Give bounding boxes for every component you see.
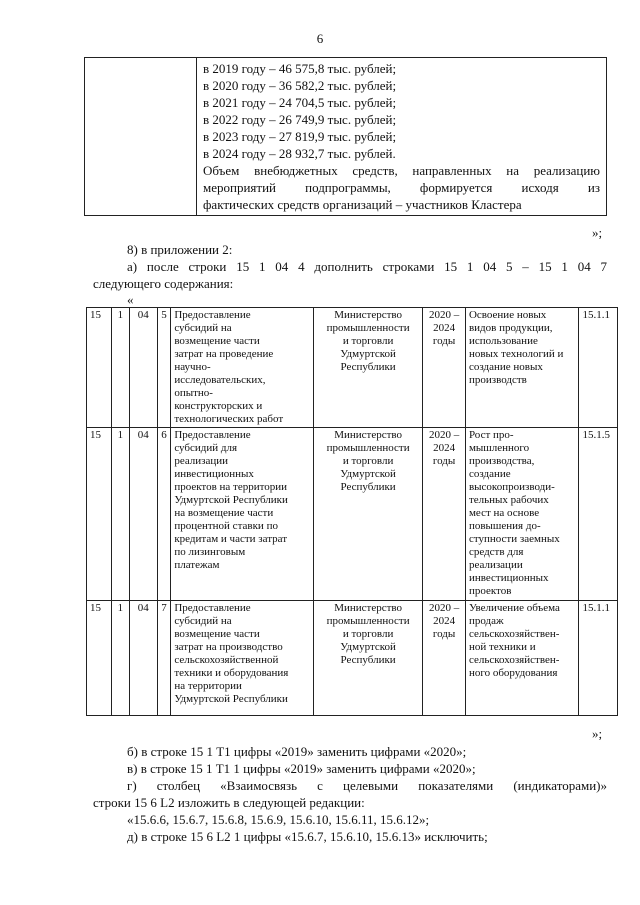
executor-cell: Министерство промышленности и торговли Удмуртской Республики <box>313 601 422 716</box>
closing-quote: »; <box>592 225 603 240</box>
extrabudget-text-line: фактических средств организаций – участников Кластера <box>203 197 522 212</box>
period-cell: 2020 – 2024 годы <box>423 601 466 716</box>
code-cell: 04 <box>129 428 157 601</box>
executor-cell: Министерство промышленности и торговли Удмуртской Республики <box>313 308 422 428</box>
funding-year-line: в 2024 году – 28 932,7 тыс. рублей. <box>203 146 396 161</box>
expected-result-cell: Рост про- мышленного производства, создание высокопроизводи- тельных рабочих мест на основе повышения до- ступности заемных средств для реализации инвестиционных проектов <box>465 428 578 601</box>
code-cell: 15 <box>87 601 112 716</box>
funding-year-line: в 2021 году – 24 704,5 тыс. рублей; <box>203 95 397 110</box>
activity-description-cell: Предоставление субсидий для реализации инвестиционных проектов на территории Удмуртской Республики на возмещение части процентной ставки по кредитам и части затрат по лизинговым платежам <box>171 428 314 601</box>
item-8a-text: а) после строки 15 1 04 4 дополнить строками 15 1 04 5 – 15 1 04 7 <box>127 259 607 274</box>
period-cell: 2020 – 2024 годы <box>423 428 466 601</box>
code-cell: 15 <box>87 308 112 428</box>
item-8-heading: 8) в приложении 2: <box>127 242 233 257</box>
funding-table-content-cell <box>197 58 607 216</box>
funding-table <box>84 57 607 216</box>
closing-quote: »; <box>592 726 603 741</box>
code-cell: 1 <box>111 601 129 716</box>
code-cell: 04 <box>129 308 157 428</box>
table-row <box>87 308 618 428</box>
code-cell: 04 <box>129 601 157 716</box>
code-cell: 1 <box>111 308 129 428</box>
code-cell: 15 <box>87 428 112 601</box>
indicator-cell: 15.1.5 <box>579 428 618 601</box>
indicator-cell: 15.1.1 <box>579 308 618 428</box>
activity-description-cell: Предоставление субсидий на возмещение части затрат на проведение научно- исследовательских, опытно- конструкторских и технологических работ <box>171 308 314 428</box>
item-8a-text-cont: следующего содержания: <box>93 276 234 291</box>
period-cell: 2020 – 2024 годы <box>423 308 466 428</box>
expected-result-cell: Увеличение объема продаж сельскохозяйствен- ной техники и сельскохозяйствен- ного оборудования <box>465 601 578 716</box>
code-cell: 5 <box>157 308 171 428</box>
opening-quote: « <box>127 292 134 307</box>
code-cell: 7 <box>157 601 171 716</box>
funding-year-line: в 2019 году – 46 575,8 тыс. рублей; <box>203 61 397 76</box>
item-g-text: г) столбец «Взаимосвязь с целевыми показателями (индикаторами)» <box>127 778 607 793</box>
subprogram-activities-table <box>86 307 618 716</box>
activity-description-cell: Предоставление субсидий на возмещение части затрат на производство сельскохозяйственной техники и оборудования на территории Удмуртской Республики <box>171 601 314 716</box>
page-number: 6 <box>316 31 324 46</box>
extrabudget-text-line: мероприятий подпрограммы, формируется исходя из <box>203 180 600 195</box>
code-cell: 1 <box>111 428 129 601</box>
funding-year-line: в 2022 году – 26 749,9 тыс. рублей; <box>203 112 397 127</box>
funding-table-label-cell <box>85 58 197 216</box>
item-v-text: в) в строке 15 1 Т1 1 цифры «2019» заменить цифрами «2020»; <box>127 761 476 776</box>
table-row <box>87 428 618 601</box>
table-row <box>87 601 618 716</box>
code-cell: 6 <box>157 428 171 601</box>
extrabudget-text-line: Объем внебюджетных средств, направленных на реализацию <box>203 163 600 178</box>
funding-year-line: в 2020 году – 36 582,2 тыс. рублей; <box>203 78 397 93</box>
indicator-cell: 15.1.1 <box>579 601 618 716</box>
item-g-indicator-list: «15.6.6, 15.6.7, 15.6.8, 15.6.9, 15.6.10, 15.6.11, 15.6.12»; <box>127 812 430 827</box>
item-g-text-cont: строки 15 6 L2 изложить в следующей редакции: <box>93 795 365 810</box>
item-d-text: д) в строке 15 6 L2 1 цифры «15.6.7, 15.6.10, 15.6.13» исключить; <box>127 829 488 844</box>
item-b-text: б) в строке 15 1 Т1 цифры «2019» заменить цифрами «2020»; <box>127 744 467 759</box>
executor-cell: Министерство промышленности и торговли Удмуртской Республики <box>313 428 422 601</box>
funding-year-line: в 2023 году – 27 819,9 тыс. рублей; <box>203 129 397 144</box>
expected-result-cell: Освоение новых видов продукции, использование новых технологий и создание новых производств <box>465 308 578 428</box>
